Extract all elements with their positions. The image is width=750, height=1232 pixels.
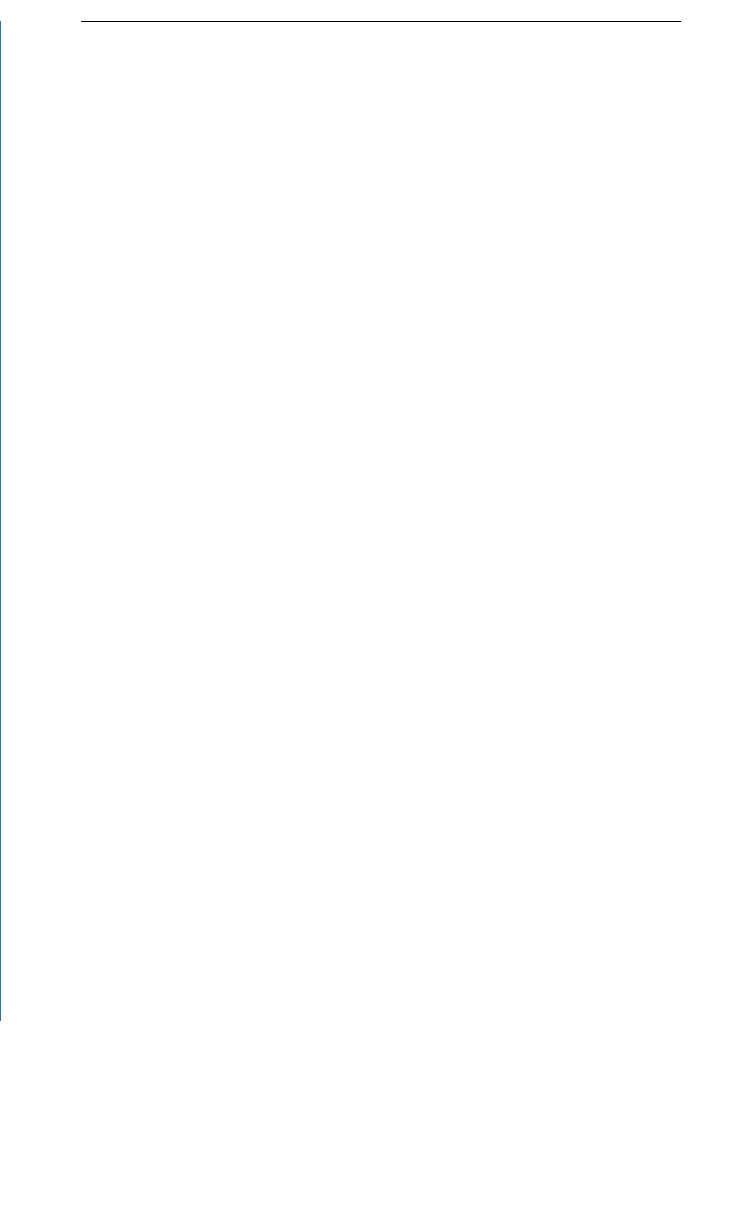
x-axis-line [81,21,681,22]
median-line-2024 [0,21,1,1021]
chart-area [0,10,750,1030]
chart-header [0,0,750,4]
chart-legend [0,1124,750,1224]
